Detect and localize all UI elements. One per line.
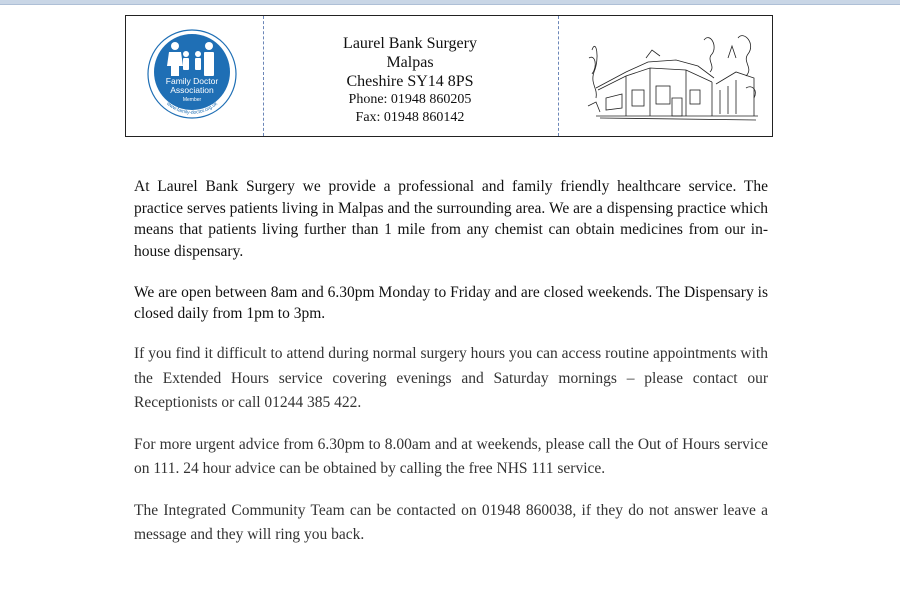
surgery-name: Laurel Bank Surgery (343, 35, 477, 52)
logo-ring-text: www.family-doctor.org.uk (165, 100, 219, 116)
letterhead-divider-right (558, 16, 559, 136)
family-doctor-association-logo (142, 26, 242, 134)
paragraph-extended-hours: If you find it difficult to attend during normal surgery hours you can access routine appointments with the Extended Hours service covering evenings and Saturday mornings – please contact our Receptionists or call 01244 385 422. (134, 345, 768, 411)
logo-text-line1: Family Doctor (165, 76, 219, 86)
surgery-county-postcode: Cheshire SY14 8PS (346, 73, 474, 90)
surgery-phone: Phone: 01948 860205 (348, 92, 472, 107)
logo-text-line3: Member (182, 97, 202, 103)
logo-emblem (142, 26, 242, 134)
window-top-bar (0, 0, 900, 5)
surgery-building-sketch (586, 28, 764, 128)
surgery-address (264, 34, 556, 127)
paragraph-out-of-hours: For more urgent advice from 6.30pm to 8.00am and at weekends, please call the Out of Hours service on 111. 24 hour advice can be obtained by calling the free NHS 111 service. (134, 435, 768, 477)
surgery-fax: Fax: 01948 860142 (355, 110, 465, 125)
letterhead-box (125, 15, 773, 137)
paragraph-community-team: The Integrated Community Team can be contacted on 01948 860038, if they do not answer leave a message and they will ring you back. (134, 501, 768, 543)
surgery-town: Malpas (386, 54, 434, 71)
practice-information (134, 176, 768, 548)
paragraph-intro: At Laurel Bank Surgery we provide a professional and family friendly healthcare service. The practice serves patients living in Malpas and the surrounding area. We are a dispensing practice which means that patients living further than 1 mile from any chemist can obtain medicines from our in-house dispensary. (134, 178, 768, 260)
paragraph-opening-hours: We are open between 8am and 6.30pm Monday to Friday and are closed weekends. The Dispensary is closed daily from 1pm to 3pm. (134, 284, 768, 322)
logo-text-line2: Association (170, 85, 214, 95)
